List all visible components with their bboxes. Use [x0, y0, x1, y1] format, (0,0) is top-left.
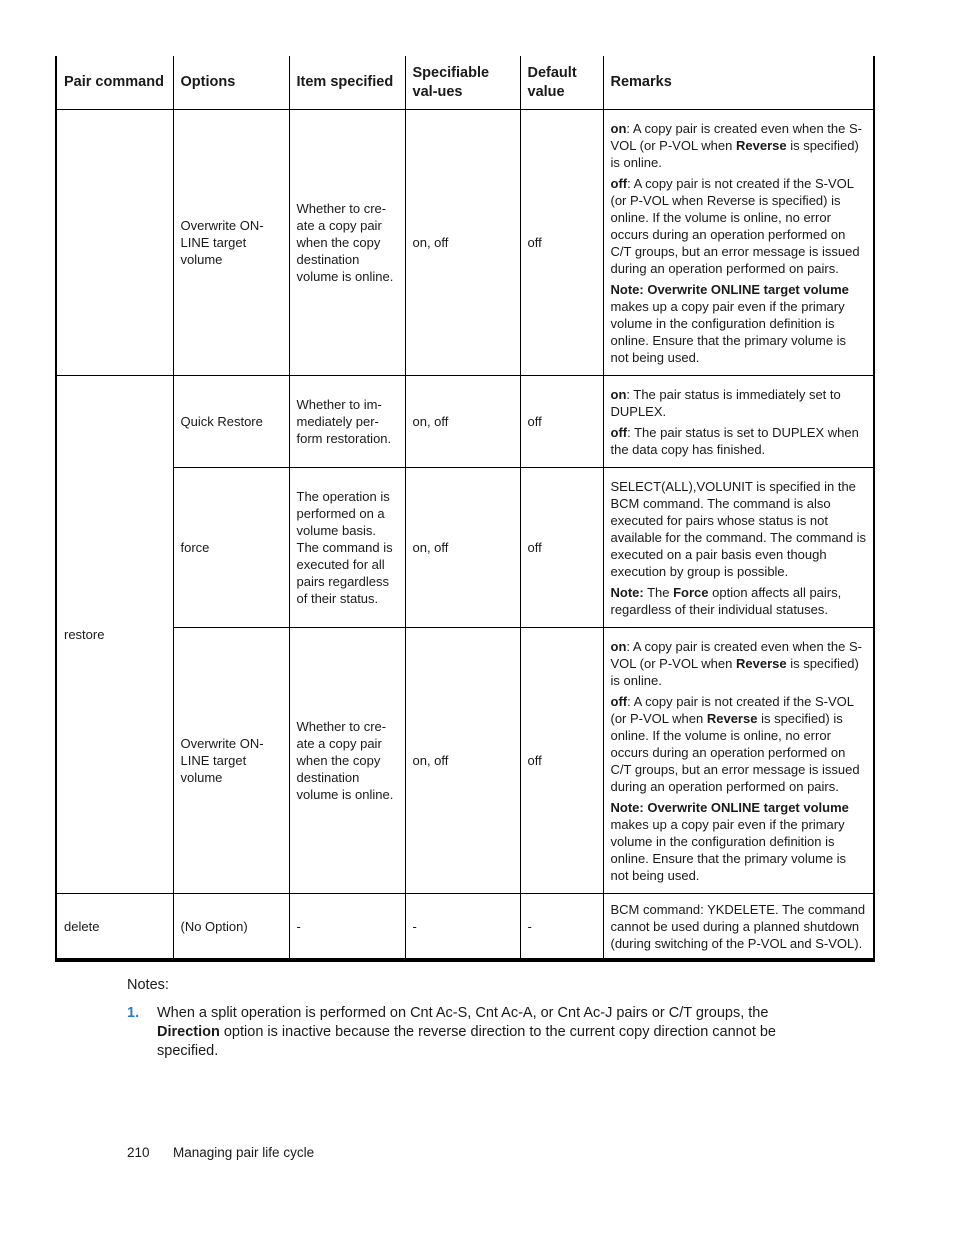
values-cell: on, off — [405, 376, 520, 468]
remark-paragraph: BCM command: YKDELETE. The command cannot be used during a planned shutdown (during switching of the P-VOL and S-VOL). — [610, 901, 866, 951]
header-options: Options — [173, 56, 289, 110]
item-cell: Whether to cre-ate a copy pair when the copy destination volume is online. — [289, 628, 405, 894]
option-cell: Quick Restore — [173, 376, 289, 468]
remark-paragraph: Note: Overwrite ONLINE target volume makes up a copy pair even if the primary volume in the configuration definition is online. Ensure that the primary volume is not being used. — [610, 799, 849, 883]
table-row — [57, 468, 873, 628]
remarks-cell — [603, 468, 873, 628]
table-row — [57, 894, 873, 959]
table — [57, 56, 873, 959]
item-cell: Whether to im-mediately per-form restoration. — [289, 376, 405, 468]
option-cell: force — [173, 468, 289, 628]
remark-paragraph: off: The pair status is set to DUPLEX when the data copy has finished. — [610, 424, 859, 457]
pair-command-cell: delete — [57, 894, 173, 959]
values-cell: - — [405, 894, 520, 959]
values-cell: on, off — [405, 628, 520, 894]
page-number: 210 — [127, 1145, 150, 1160]
item-cell: Whether to cre-ate a copy pair when the copy destination volume is online. — [289, 110, 405, 376]
header-pair-command: Pair command — [57, 56, 173, 110]
pair-command-cell — [57, 110, 173, 376]
option-cell: (No Option) — [173, 894, 289, 959]
remarks-cell — [603, 628, 873, 894]
note-number: 1. — [127, 1005, 140, 1021]
remarks-cell — [603, 376, 873, 468]
footer-section-title: Managing pair life cycle — [173, 1145, 315, 1160]
option-cell: Overwrite ON-LINE target volume — [173, 628, 289, 894]
remark-paragraph: off: A copy pair is not created if the S-VOL (or P-VOL when Reverse is specified) is online. If the volume is online, no error occurs during an operation performed on C/T groups, but an error message is issued during an operation performed on pairs. — [610, 693, 860, 794]
table-header-row — [57, 56, 873, 110]
table-row — [57, 110, 873, 376]
header-default-value: Default value — [520, 56, 603, 110]
option-cell: Overwrite ON-LINE target volume — [173, 110, 289, 376]
remark-paragraph: on: A copy pair is created even when the S-VOL (or P-VOL when Reverse is specified) is online. — [610, 120, 862, 170]
remark-paragraph: on: A copy pair is created even when the S-VOL (or P-VOL when Reverse is specified) is online. — [610, 638, 862, 688]
remark-paragraph: SELECT(ALL),VOLUNIT is specified in the BCM command. The command is also executed for pairs whose status is not available for the command. The command is executed on a pair basis even though execution by group is possible. — [610, 478, 867, 579]
note-item — [127, 1004, 817, 1061]
default-cell: off — [520, 468, 603, 628]
pair-command-cell: restore — [57, 376, 173, 894]
default-cell: off — [520, 376, 603, 468]
remark-paragraph: on: The pair status is immediately set to DUPLEX. — [610, 386, 841, 419]
remark-paragraph: Note: The Force option affects all pairs, regardless of their individual statuses. — [610, 584, 842, 617]
default-cell: - — [520, 894, 603, 959]
remark-paragraph: off: A copy pair is not created if the S-VOL (or P-VOL when Reverse is specified) is online. If the volume is online, no error occurs during an operation performed on C/T groups, but an error message is issued during an operation performed on pairs. — [610, 175, 860, 276]
table-row — [57, 628, 873, 894]
default-cell: off — [520, 110, 603, 376]
notes-label: Notes: — [127, 977, 169, 993]
page-footer — [127, 1145, 314, 1160]
remarks-cell — [603, 110, 873, 376]
item-cell: - — [289, 894, 405, 959]
item-cell: The operation is performed on a volume basis. The command is executed for all pairs regardless of their status. — [289, 468, 405, 628]
header-specifiable-values: Specifiable val-ues — [405, 56, 520, 110]
header-item-specified: Item specified — [289, 56, 405, 110]
note-text: When a split operation is performed on Cnt Ac-S, Cnt Ac-A, or Cnt Ac-J pairs or C/T groups, the Direction option is inactive because the reverse direction to the current copy direction cannot be specified. — [157, 1005, 776, 1059]
header-remarks: Remarks — [603, 56, 873, 110]
table-row — [57, 376, 873, 468]
values-cell: on, off — [405, 468, 520, 628]
default-cell: off — [520, 628, 603, 894]
values-cell: on, off — [405, 110, 520, 376]
remarks-cell — [603, 894, 873, 959]
pair-command-table — [55, 56, 875, 962]
remark-paragraph: Note: Overwrite ONLINE target volume makes up a copy pair even if the primary volume in the configuration definition is online. Ensure that the primary volume is not being used. — [610, 281, 849, 365]
